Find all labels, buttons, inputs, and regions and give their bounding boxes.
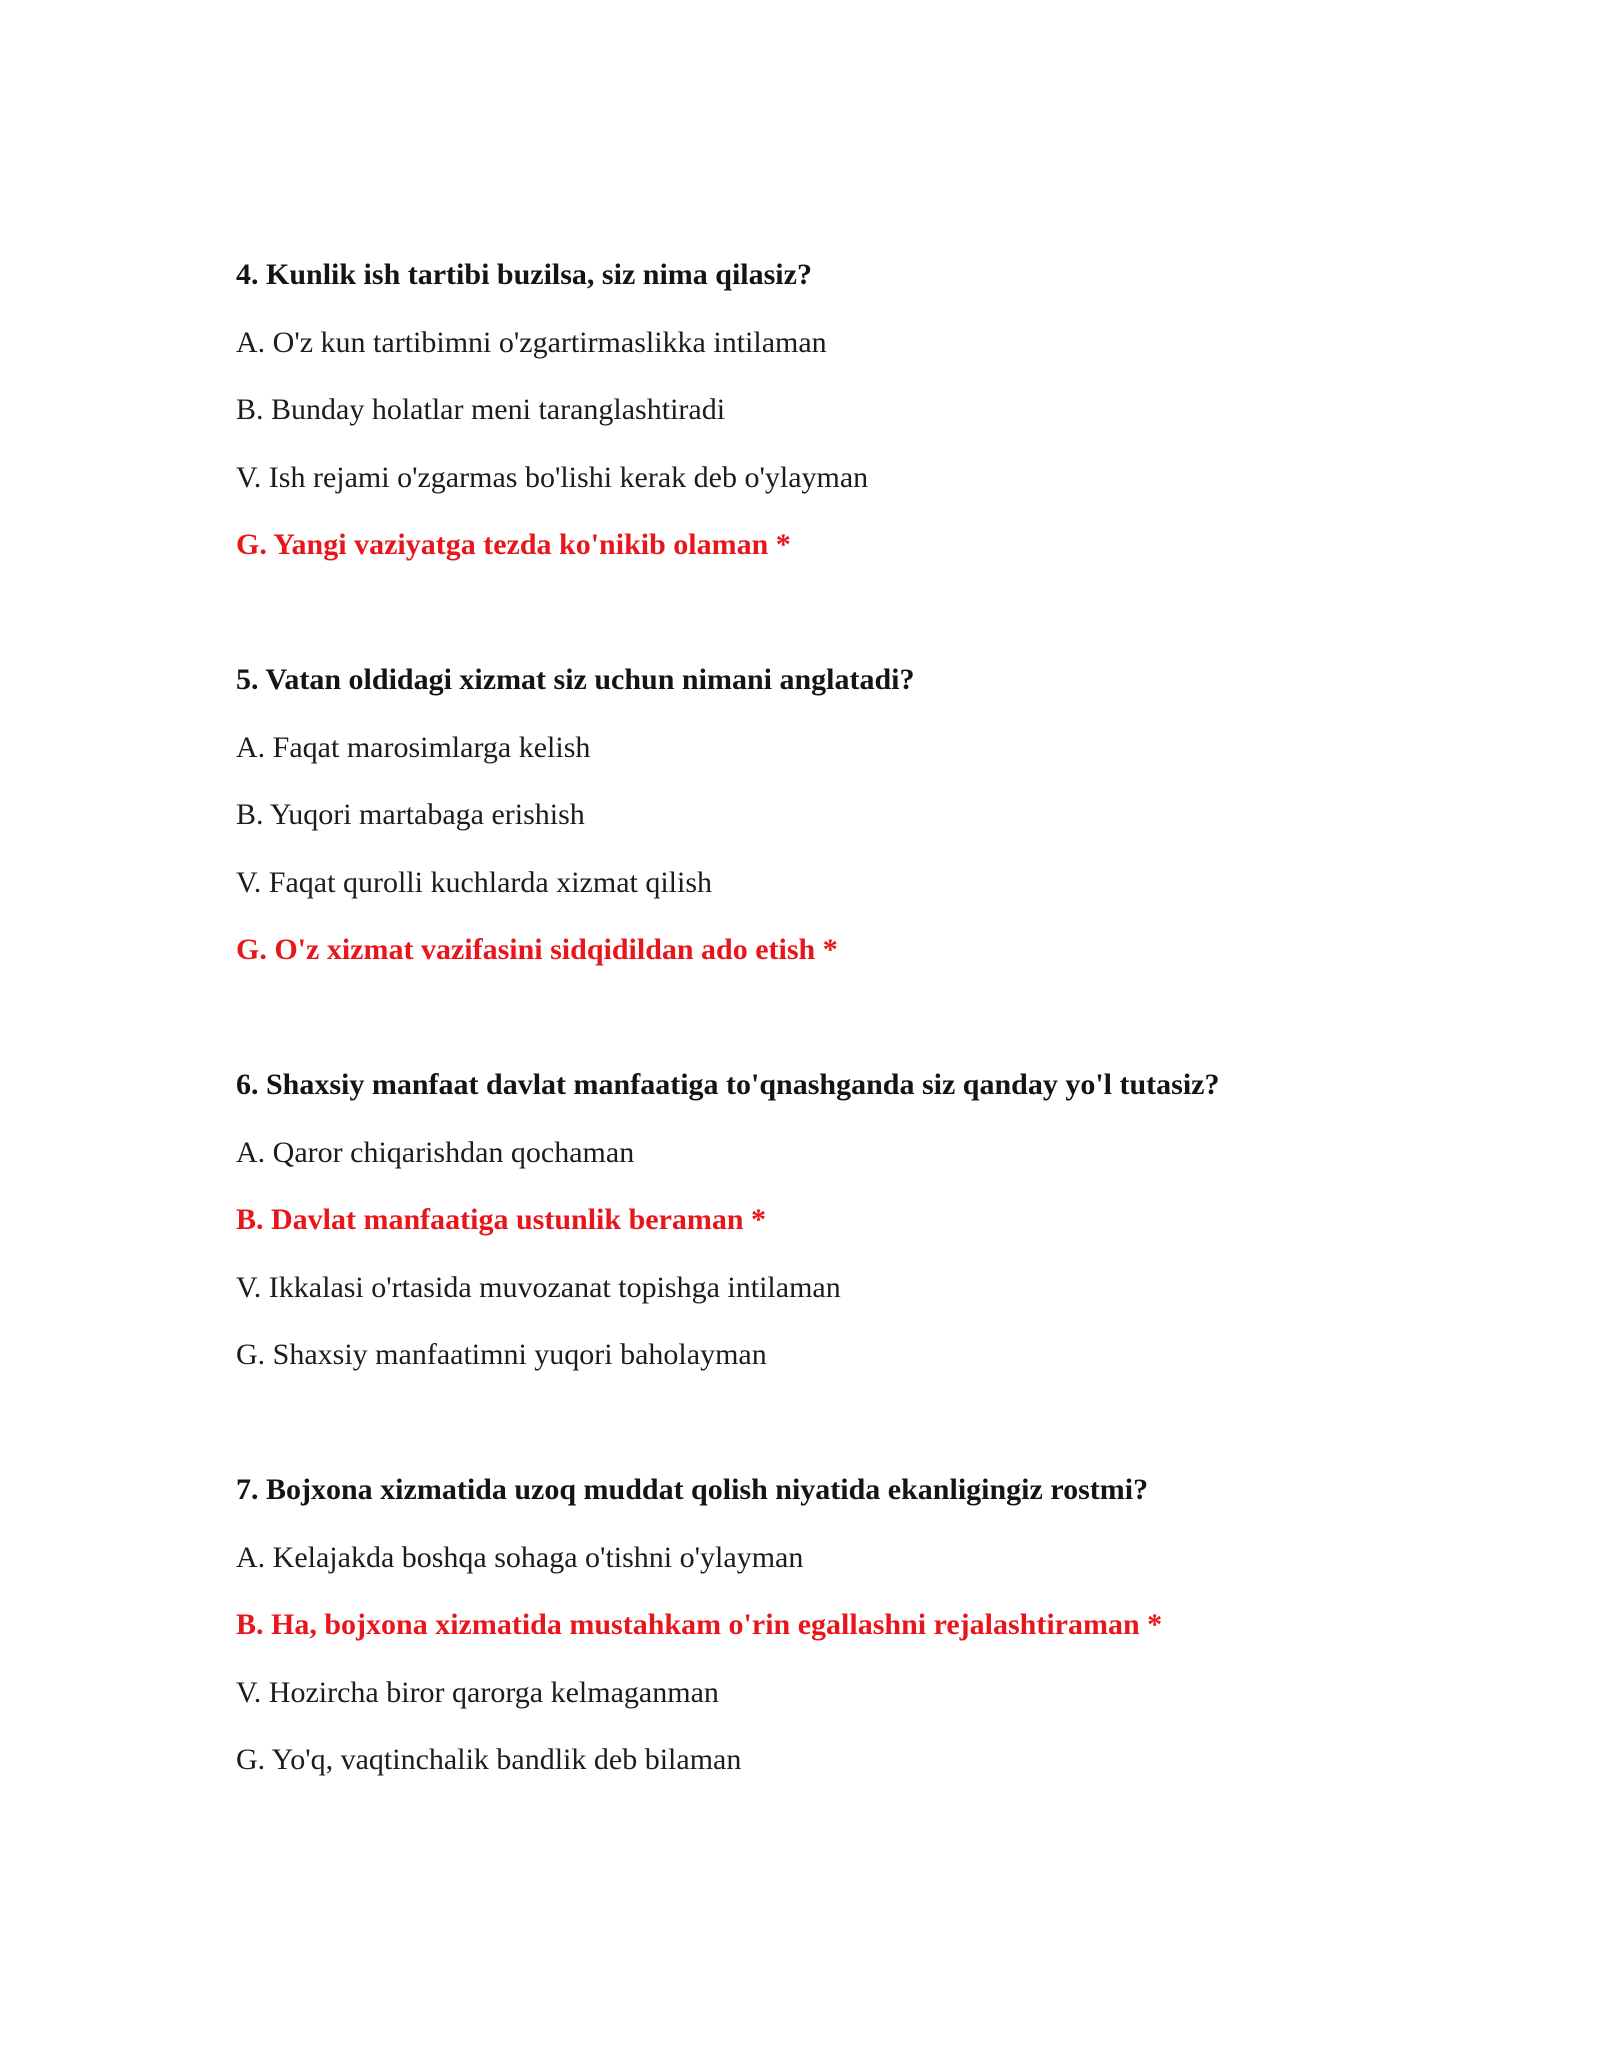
question-block-6 bbox=[236, 1067, 1436, 1373]
option-g: G. Shaxsiy manfaatimni yuqori baholayman bbox=[236, 1338, 767, 1372]
question-title: 6. Shaxsiy manfaat davlat manfaatiga to'qnashganda siz qanday yo'l tutasiz? bbox=[236, 1068, 1220, 1101]
option-g: G. Yo'q, vaqtinchalik bandlik deb bilaman bbox=[236, 1743, 742, 1777]
option-b-correct: B. Davlat manfaatiga ustunlik beraman * bbox=[236, 1203, 767, 1237]
option-b: B. Yuqori martabaga erishish bbox=[236, 798, 585, 832]
option-a: A. Faqat marosimlarga kelish bbox=[236, 730, 591, 764]
question-block-5 bbox=[236, 662, 1436, 968]
option-b: B. Bunday holatlar meni taranglashtiradi bbox=[236, 393, 726, 427]
question-title: 7. Bojxona xizmatida uzoq muddat qolish niyatida ekanligingiz rostmi? bbox=[236, 1473, 1149, 1506]
option-a: A. Kelajakda boshqa sohaga o'tishni o'ylayman bbox=[236, 1540, 804, 1574]
question-block-7 bbox=[236, 1472, 1436, 1778]
option-v: V. Ish rejami o'zgarmas bo'lishi kerak deb o'ylayman bbox=[236, 460, 869, 494]
option-a: A. O'z kun tartibimni o'zgartirmaslikka intilaman bbox=[236, 325, 827, 359]
option-a: A. Qaror chiqarishdan qochaman bbox=[236, 1135, 635, 1169]
option-v: V. Hozircha biror qarorga kelmaganman bbox=[236, 1675, 719, 1709]
option-g-correct: G. Yangi vaziyatga tezda ko'nikib olaman * bbox=[236, 528, 791, 562]
option-v: V. Ikkalasi o'rtasida muvozanat topishga intilaman bbox=[236, 1270, 841, 1304]
question-title: 4. Kunlik ish tartibi buzilsa, siz nima qilasiz? bbox=[236, 258, 812, 291]
option-v: V. Faqat qurolli kuchlarda xizmat qilish bbox=[236, 865, 713, 899]
option-g-correct: G. O'z xizmat vazifasini sidqidildan ado etish * bbox=[236, 933, 838, 967]
question-title: 5. Vatan oldidagi xizmat siz uchun nimani anglatadi? bbox=[236, 663, 915, 696]
option-b-correct: B. Ha, bojxona xizmatida mustahkam o'rin egallashni rejalashtiraman * bbox=[236, 1608, 1163, 1642]
question-block-4 bbox=[236, 257, 1436, 563]
